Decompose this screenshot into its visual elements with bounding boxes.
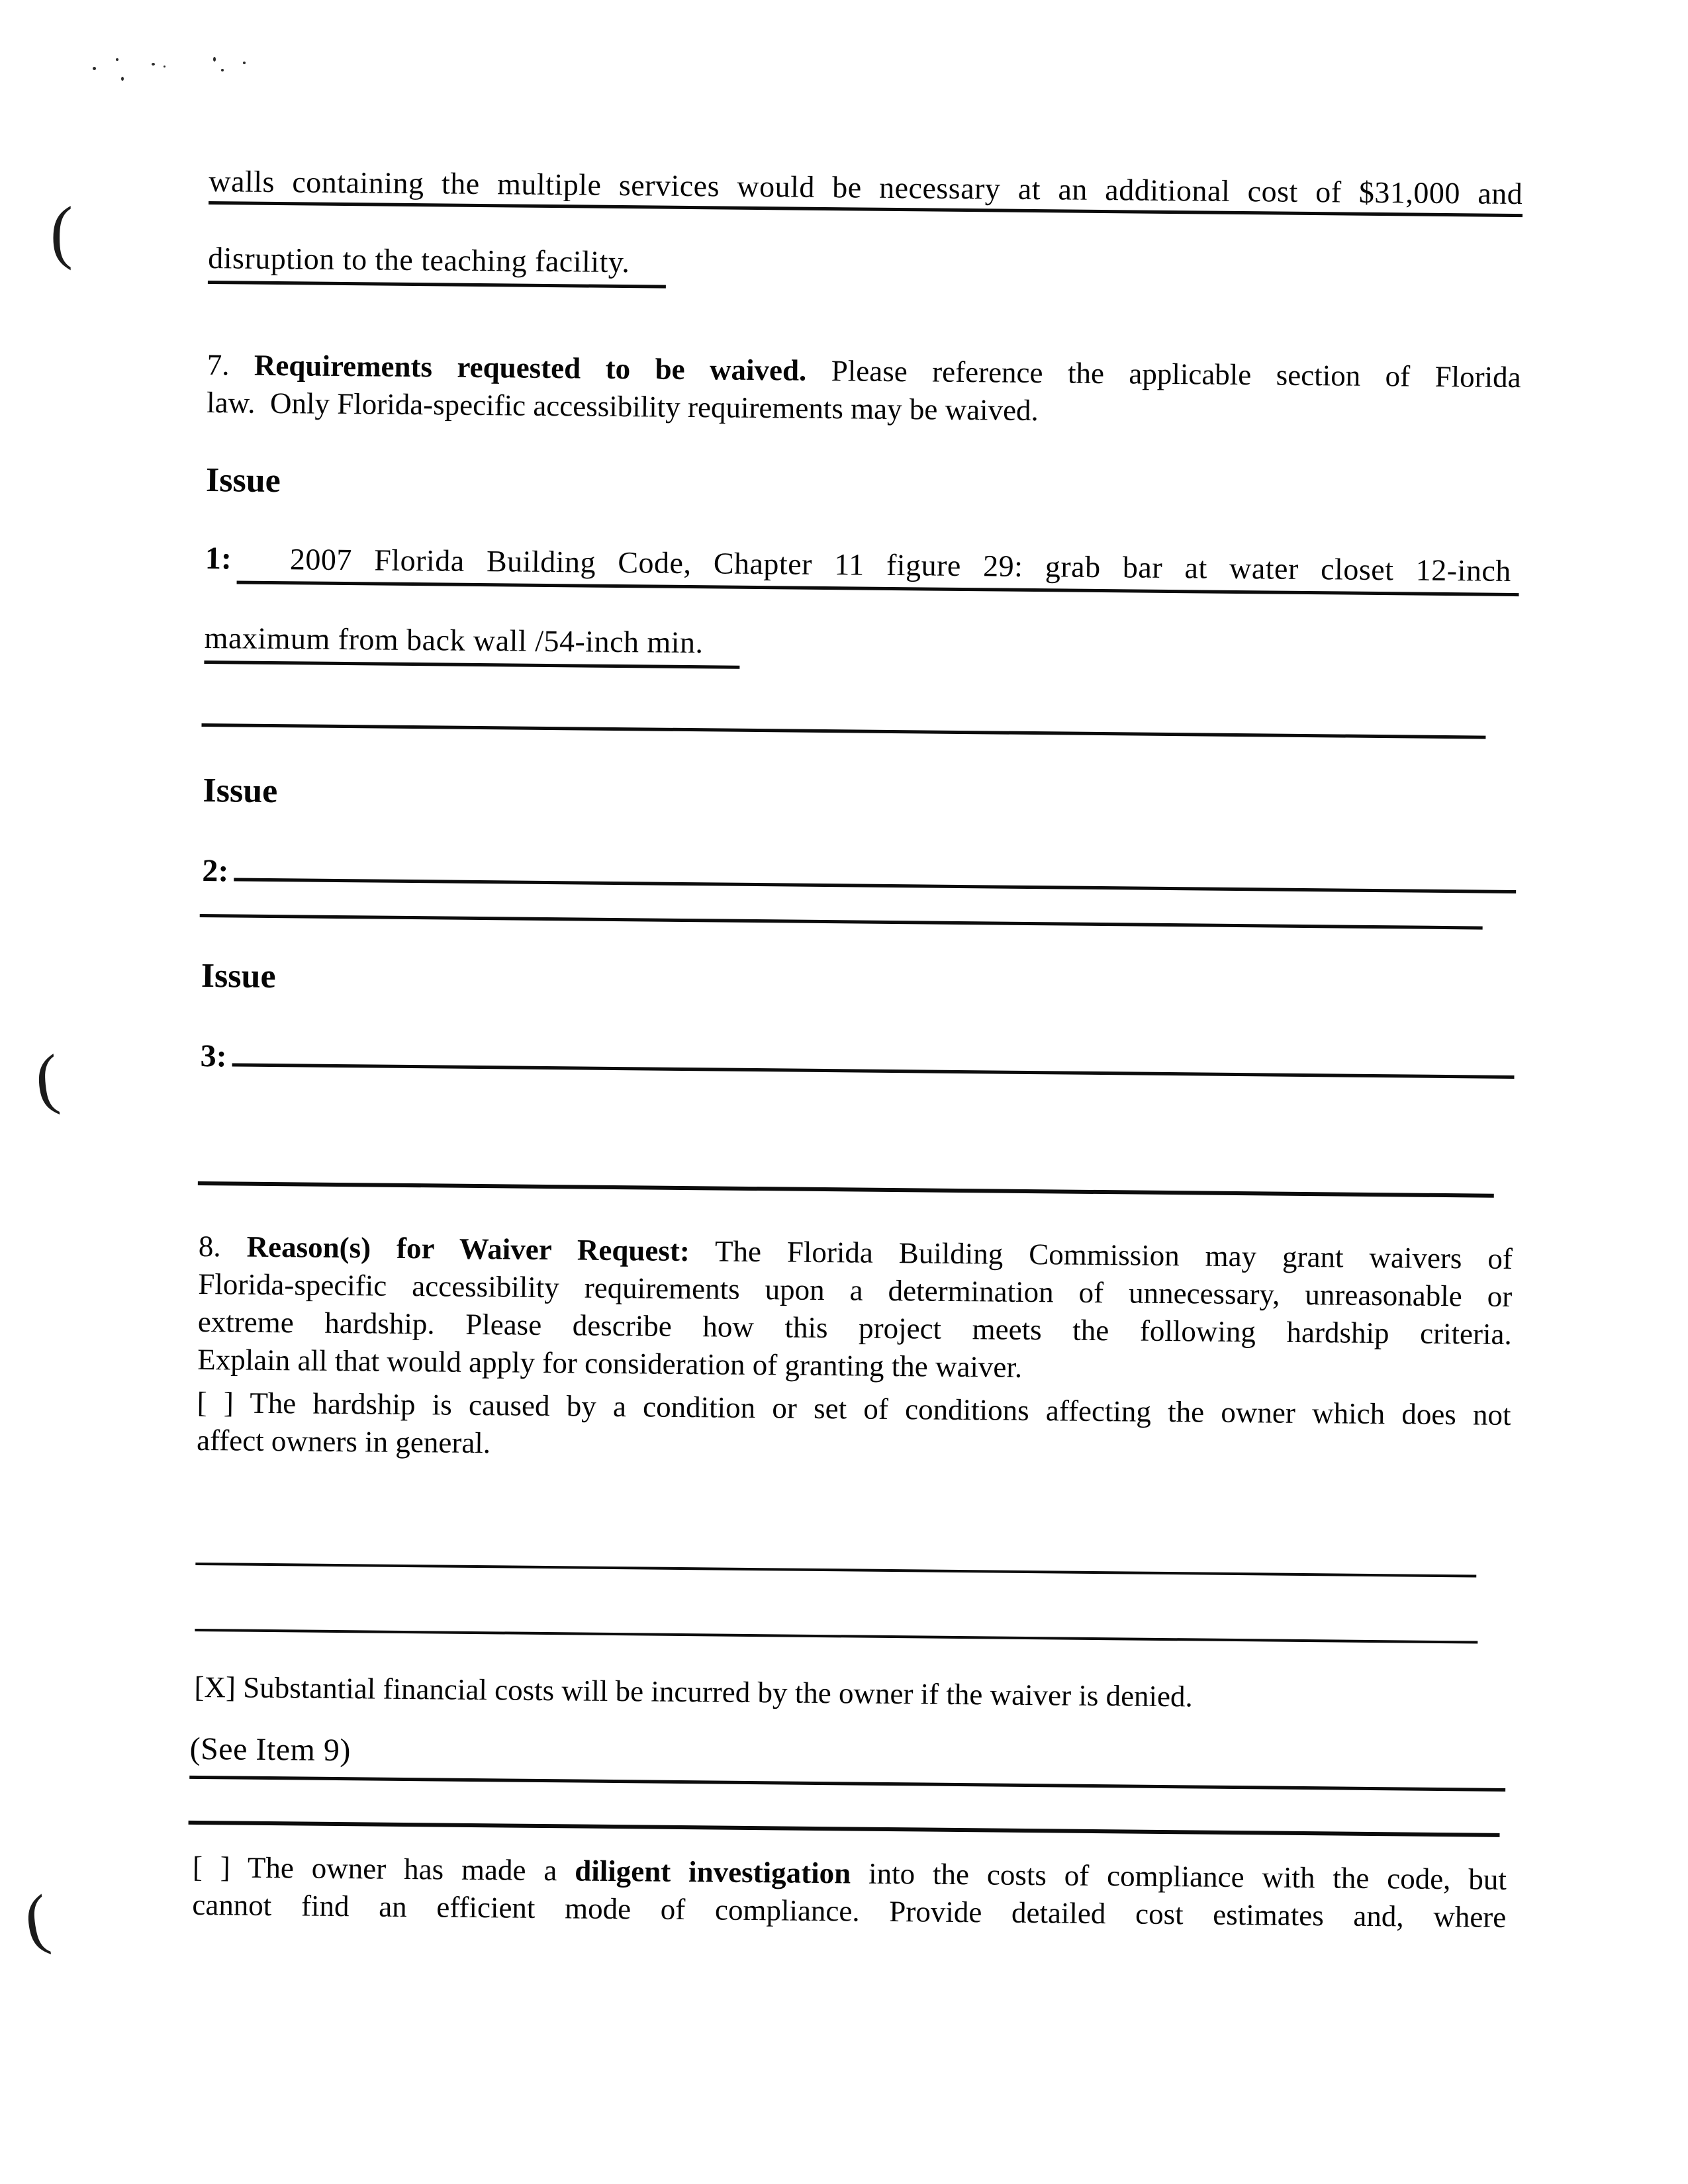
section8-number: 8.: [198, 1229, 247, 1263]
section7-paragraph: [207, 346, 1521, 434]
section8-paragraph: [197, 1228, 1513, 1391]
typed-answer-line: [208, 239, 1523, 296]
issue1-answer-line2: maximum from back wall /54-inch min.: [204, 619, 739, 669]
see-item-9-text: (See Item 9): [189, 1731, 352, 1768]
blank-rule: [201, 723, 1485, 739]
issue1-label: Issue: [205, 461, 281, 500]
section8-line4: Explain all that would apply for consideration of granting the waiver.: [197, 1342, 1023, 1384]
issue3-blank: [232, 1032, 1515, 1079]
criteria3-paragraph: [192, 1848, 1507, 1936]
see-item-9-line: [189, 1731, 1506, 1792]
criteria3-line2: cannot find an efficient mode of compliance. Provide detailed cost estimates and, where: [192, 1888, 1507, 1934]
section7-line1-rest: Please reference the applicable section of Florida: [806, 353, 1521, 394]
blank-rule: [200, 914, 1483, 930]
issue2-line: [202, 846, 1517, 903]
criteria1-line2: affect owners in general.: [196, 1423, 491, 1460]
criteria3-bold: diligent investigation: [575, 1854, 851, 1890]
typed-answer-text: walls containing the multiple services would be necessary at an additional cost of $31,000 and: [209, 164, 1523, 217]
section7-line2: law. Only Florida-specific accessibility requirements may be waived.: [206, 386, 1039, 428]
issue2-blank: [234, 846, 1516, 893]
scan-artifact-paren: (: [19, 1881, 54, 1958]
section8-line1-rest: The Florida Building Commission may grant waivers of: [689, 1234, 1513, 1276]
criteria3-line1-rest: into the costs of compliance with the code, but: [850, 1856, 1507, 1896]
section8-line3: extreme hardship. Please describe how this project meets the following hardship criteria.: [197, 1304, 1512, 1351]
section8-heading: Reason(s) for Waiver Request:: [246, 1230, 690, 1268]
scan-artifact-paren: (: [32, 1040, 62, 1118]
section8-line2: Florida-specific accessibility requirements upon a determination of unnecessary, unreasonable or: [198, 1267, 1513, 1314]
section7-heading: Requirements requested to be waived.: [254, 348, 807, 387]
blank-rule: [198, 1181, 1494, 1198]
blank-rule: [195, 1629, 1477, 1644]
issue1-line2: [204, 619, 1519, 676]
typed-answer-line: [209, 162, 1523, 213]
blank-rule: [189, 1821, 1500, 1837]
scan-artifact-paren: (: [50, 193, 73, 271]
typed-answer-text: disruption to the teaching facility.: [208, 239, 667, 289]
issue2-number: 2:: [202, 852, 229, 889]
issue3-number: 3:: [200, 1038, 227, 1074]
criteria1-line1: [ ] The hardship is caused by a condition or set of conditions affecting the owner which does not: [197, 1385, 1511, 1432]
section7-number: 7.: [207, 348, 255, 382]
criteria1-paragraph: [197, 1384, 1511, 1472]
issue1-answer-line1: 2007 Florida Building Code, Chapter 11 figure 29: grab bar at water closet 12-inch: [237, 539, 1520, 596]
criteria2-line: [X] Substantial financial costs will be incurred by the owner if the waiver is denied.: [194, 1670, 1194, 1713]
issue1-line1: [205, 539, 1520, 596]
criteria3-prefix: [ ] The owner has made a: [192, 1850, 575, 1888]
issue3-line: [200, 1032, 1515, 1088]
blank-rule: [195, 1563, 1476, 1578]
issue1-number: 1:: [205, 541, 232, 576]
issue2-label: Issue: [203, 771, 278, 811]
issue3-label: Issue: [201, 956, 276, 996]
